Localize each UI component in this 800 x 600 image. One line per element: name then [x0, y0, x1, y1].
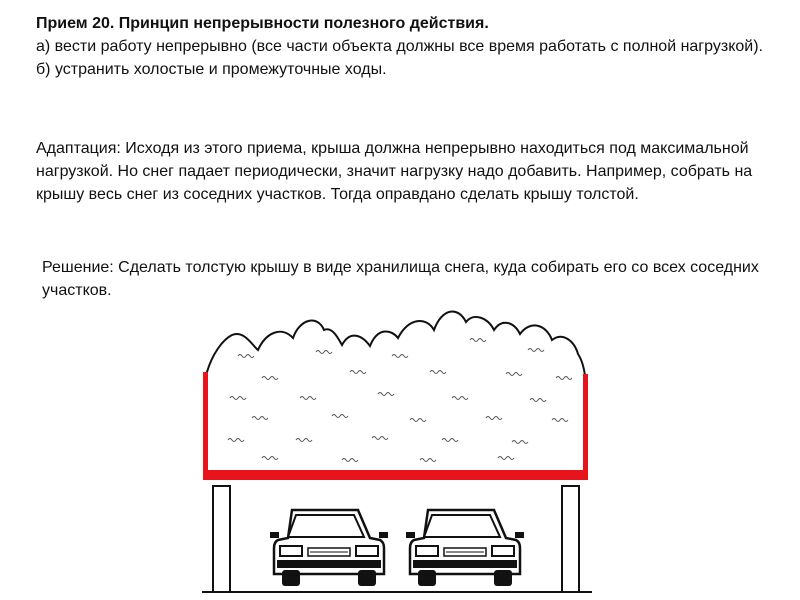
- principle-item-b: б) устранить холостые и промежуточные ходы.: [36, 61, 387, 78]
- principle-title: Прием 20. Принцип непрерывности полезного действия.: [36, 15, 489, 32]
- pillars: [213, 486, 579, 592]
- car-icon: [406, 510, 524, 586]
- right-pillar: [562, 486, 579, 592]
- roof-base: [203, 470, 588, 480]
- left-pillar: [213, 486, 230, 592]
- adaptation-text: Адаптация: Исходя из этого приема, крыша должна непрерывно находиться под максимальной нагрузкой. Но снег падает периодически, значит нагрузку надо добавить. Например, собрать на крышу весь снег из соседних участков. Тогда оправдано сделать крышу толстой.: [36, 140, 753, 203]
- car-icon: [270, 510, 388, 586]
- roof-right-wall: [583, 374, 588, 480]
- solution-text: Решение: Сделать толстую крышу в виде хранилища снега, куда собирать его со всех соседних участков.: [42, 259, 759, 299]
- principle-item-a: а) вести работу непрерывно (все части объекта должны все время работать с полной нагрузкой).: [36, 38, 763, 55]
- snow-outline: [207, 312, 585, 478]
- roof-left-wall: [203, 372, 208, 480]
- snow-pile-icon: [207, 312, 585, 478]
